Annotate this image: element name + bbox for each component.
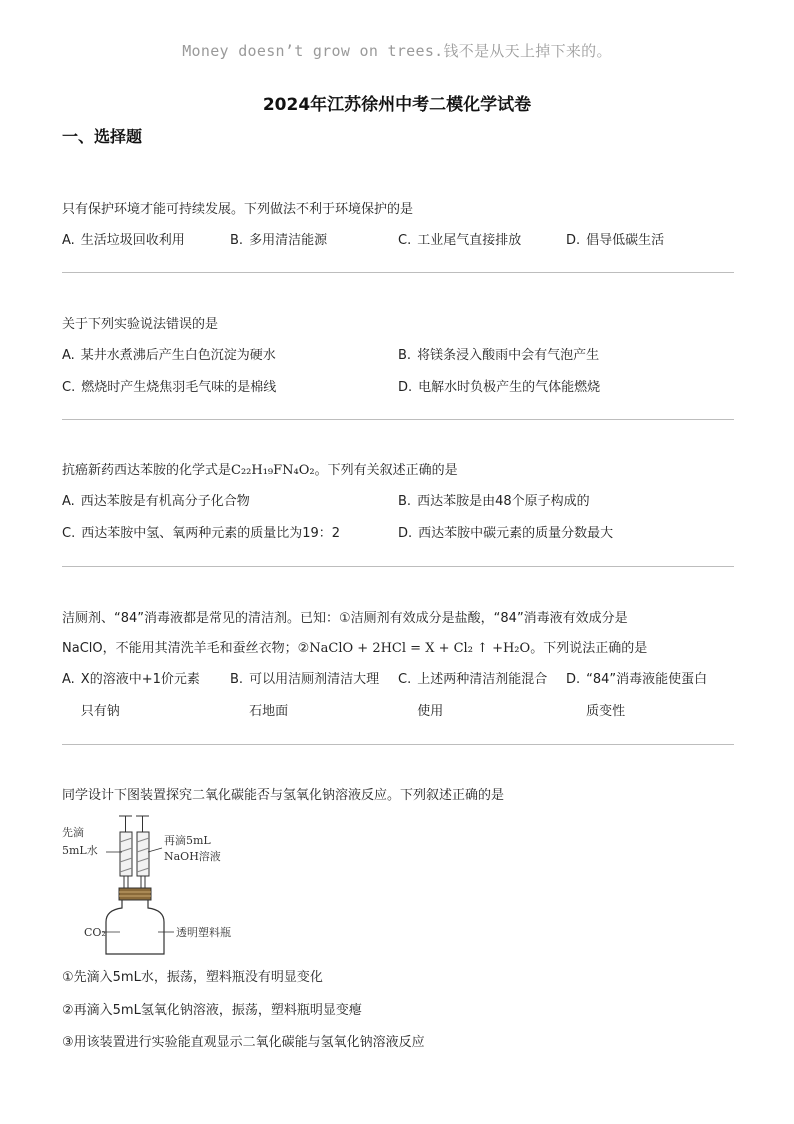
divider: [62, 272, 734, 273]
label-co2: CO₂: [84, 926, 106, 939]
option-b[interactable]: [398, 346, 734, 366]
option-a[interactable]: [62, 492, 398, 512]
option-text: 将镁条浸入酸雨中会有气泡产生: [417, 348, 600, 363]
option-d[interactable]: [566, 670, 734, 728]
divider: [62, 566, 734, 567]
question-3-options: [62, 492, 734, 544]
question-5: [62, 786, 734, 806]
option-text: 工业尾气直接排放: [417, 233, 522, 248]
option-text: 西达苯胺中碳元素的质量分数最大: [418, 526, 614, 541]
option-letter: C.: [398, 672, 412, 687]
option-text: 倡导低碳生活: [586, 233, 665, 248]
option-letter: A.: [62, 348, 75, 363]
option-letter: C.: [62, 380, 76, 395]
option-letter: B.: [398, 494, 412, 509]
question-1-options: [62, 231, 734, 251]
question-1: [62, 200, 734, 251]
question-3-stem: [62, 461, 734, 481]
statement-2: ②再滴入5mL氢氧化钠溶液，振荡，塑料瓶明显变瘪: [62, 1003, 362, 1018]
option-b[interactable]: [230, 231, 398, 251]
option-letter: C.: [62, 526, 76, 541]
option-a[interactable]: [62, 670, 230, 728]
apparatus-figure: [62, 808, 302, 958]
option-text: 生活垃圾回收利用: [80, 233, 185, 248]
option-text: X的溶液中+1价元素只有钠: [80, 672, 200, 719]
stem-text: 抗癌新药西达苯胺的化学式是: [62, 463, 232, 478]
label-first-drop: 先滴: [62, 826, 84, 839]
option-text: 某井水煮沸后产生白色沉淀为硬水: [80, 348, 276, 363]
option-b[interactable]: [230, 670, 398, 728]
page-title: 2024年江苏徐州中考二模化学试卷: [262, 95, 532, 115]
question-2: [62, 315, 734, 398]
option-text: 可以用洁厕剂清洁大理石地面: [249, 672, 380, 719]
option-d[interactable]: [398, 378, 734, 398]
option-d[interactable]: [566, 231, 734, 251]
question-1-stem: 只有保护环境才能可持续发展。下列做法不利于环境保护的是: [62, 202, 414, 217]
option-a[interactable]: [62, 346, 398, 366]
option-letter: A.: [62, 233, 75, 248]
option-b[interactable]: [398, 492, 734, 512]
option-c[interactable]: [398, 670, 566, 728]
option-d[interactable]: [398, 524, 734, 544]
statement-1: ①先滴入5mL水，振荡，塑料瓶没有明显变化: [62, 970, 323, 985]
option-letter: B.: [230, 672, 244, 687]
option-text: 西达苯胺中氢、氧两种元素的质量比为19：2: [81, 526, 341, 541]
header-motto: Money doesn’t grow on trees.钱不是从天上掉下来的。: [182, 42, 612, 60]
divider: [62, 744, 734, 745]
option-c[interactable]: [398, 231, 566, 251]
option-a[interactable]: [62, 231, 230, 251]
label-then-drop: 再滴5mL: [164, 834, 211, 847]
option-text: 西达苯胺是由48个原子构成的: [417, 494, 590, 509]
chemical-equation: NaClO + 2HCl = X + Cl₂ ↑ +H₂O: [309, 641, 531, 656]
plastic-bottle: [106, 900, 164, 954]
option-c[interactable]: [62, 524, 398, 544]
option-text: 上述两种清洁剂能混合使用: [417, 672, 548, 719]
option-text: 西达苯胺是有机高分子化合物: [80, 494, 250, 509]
syringe-right: [136, 816, 149, 888]
statement-3: ③用该装置进行实验能直观显示二氧化碳能与氢氧化钠溶液反应: [62, 1035, 425, 1050]
stem-text: 。下列有关叙述正确的是: [314, 463, 458, 478]
question-4-options: [62, 670, 734, 728]
stem-text: NaClO，不能用其清洗羊毛和蚕丝衣物；②: [62, 641, 310, 656]
stem-line-2: [62, 639, 647, 659]
question-4-stem: [62, 609, 734, 659]
stem-text: 。下列说法正确的是: [530, 641, 648, 656]
option-letter: B.: [398, 348, 412, 363]
question-5-stem: 同学设计下图装置探究二氧化碳能否与氢氧化钠溶液反应。下列叙述正确的是: [62, 788, 505, 803]
option-c[interactable]: [62, 378, 398, 398]
option-letter: B.: [230, 233, 244, 248]
option-text: 电解水时负极产生的气体能燃烧: [418, 380, 601, 395]
section-heading: 一、选择题: [62, 127, 143, 146]
label-naoh-solution: NaOH溶液: [164, 850, 221, 863]
chemical-formula: C₂₂H₁₉FN₄O₂: [231, 463, 315, 478]
option-letter: D.: [566, 233, 581, 248]
option-text: 燃烧时产生烧焦羽毛气味的是棉线: [81, 380, 277, 395]
option-text: 多用清洁能源: [249, 233, 328, 248]
option-text: “84”消毒液能使蛋白质变性: [586, 672, 708, 719]
option-letter: A.: [62, 672, 75, 687]
divider: [62, 419, 734, 420]
rubber-stopper: [119, 888, 151, 900]
question-2-options: [62, 346, 734, 398]
option-letter: C.: [398, 233, 412, 248]
option-letter: D.: [398, 380, 413, 395]
label-water-volume: 5mL水: [62, 844, 98, 857]
question-3: [62, 461, 734, 544]
option-letter: D.: [398, 526, 413, 541]
question-4: [62, 609, 734, 728]
option-letter: A.: [62, 494, 75, 509]
option-letter: D.: [566, 672, 581, 687]
label-plastic-bottle: 透明塑料瓶: [176, 926, 231, 939]
stem-text: 洁厕剂、“84”消毒液都是常见的清洁剂。已知：①洁厕剂有效成分是盐酸，“84”消毒液有效成分是: [62, 611, 628, 626]
question-2-stem: 关于下列实验说法错误的是: [62, 317, 219, 332]
